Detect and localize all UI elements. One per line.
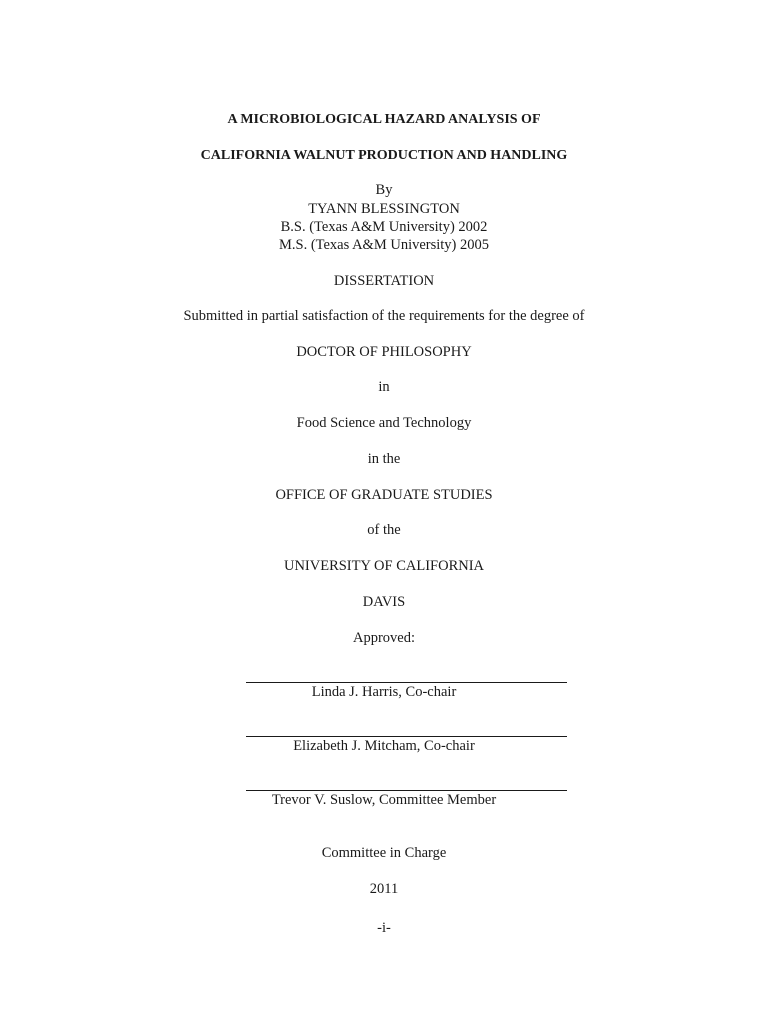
- office-name: OFFICE OF GRADUATE STUDIES: [275, 487, 493, 503]
- title-line-2: CALIFORNIA WALNUT PRODUCTION AND HANDLING: [200, 148, 568, 163]
- page-number: -i-: [377, 920, 391, 936]
- university-name: UNIVERSITY OF CALIFORNIA: [283, 558, 485, 574]
- document-type: DISSERTATION: [333, 273, 435, 289]
- degree-name: DOCTOR OF PHILOSOPHY: [296, 344, 472, 360]
- submitted-statement: Submitted in partial satisfaction of the requirements for the degree of: [183, 308, 585, 324]
- committee-member: Linda J. Harris, Co-chair: [311, 684, 457, 700]
- field-of-study: Food Science and Technology: [296, 415, 472, 431]
- committee-label: Committee in Charge: [321, 845, 447, 861]
- of-the-label: of the: [367, 522, 401, 538]
- author-degree-bs: B.S. (Texas A&M University) 2002: [280, 219, 488, 235]
- committee-member: Elizabeth J. Mitcham, Co-chair: [293, 738, 475, 754]
- year: 2011: [369, 881, 399, 897]
- committee-member: Trevor V. Suslow, Committee Member: [271, 792, 497, 808]
- title-line-1: A MICROBIOLOGICAL HAZARD ANALYSIS OF: [227, 112, 541, 127]
- in-label: in: [378, 379, 390, 395]
- by-label: By: [375, 182, 393, 198]
- author-name: TYANN BLESSINGTON: [308, 201, 460, 217]
- author-degree-ms: M.S. (Texas A&M University) 2005: [278, 237, 490, 253]
- approved-label: Approved:: [352, 630, 415, 646]
- in-the-label: in the: [367, 451, 401, 467]
- campus-name: DAVIS: [362, 594, 406, 610]
